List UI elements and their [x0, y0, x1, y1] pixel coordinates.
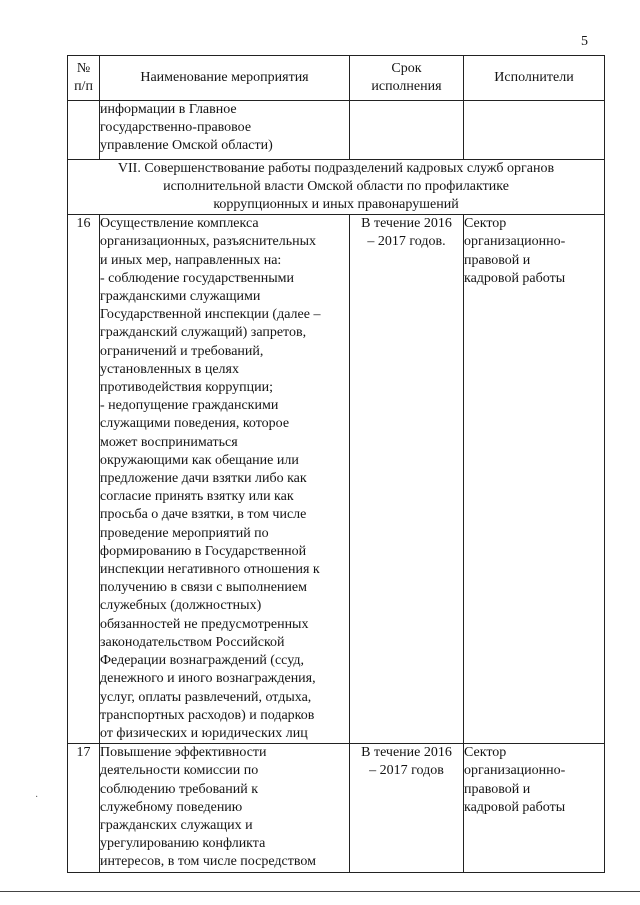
continued-activity-cell: информации в Главное государственно-правовое управление Омской области)	[100, 101, 350, 160]
text-line: правовой и	[464, 781, 531, 797]
margin-mark: ·	[35, 792, 39, 803]
text-line: законодательством Российской	[100, 634, 285, 650]
events-table	[67, 55, 605, 873]
text-line: услуг, оплаты развлечений, отдыха,	[100, 689, 312, 705]
header-activity-name: Наименование мероприятия	[100, 56, 350, 101]
text-line: просьба о даче взятки, в том числе	[100, 507, 307, 523]
text-line: противодействия коррупции;	[100, 380, 273, 396]
page-bottom-rule	[0, 891, 640, 892]
section-title: VII. Совершенствование работы подразделений кадровых служб органов исполнительной власти Омской области по профилактике коррупционных и иных правонарушений	[68, 159, 605, 215]
text-line: кадровой работы	[464, 270, 566, 286]
header-number: № п/п	[68, 56, 100, 101]
header-executors: Исполнители	[464, 56, 605, 101]
text-line: может восприниматься	[100, 434, 238, 450]
text-line: Государственной инспекции (далее –	[100, 307, 321, 323]
text-line: Сектор	[464, 745, 507, 761]
text-line: деятельности комиссии по	[100, 763, 259, 779]
text-line: предложение дачи взятки либо как	[100, 471, 307, 487]
text-line: Федерации вознаграждений (ссуд,	[100, 653, 304, 669]
continued-num-cell	[68, 101, 100, 160]
text-line: урегулированию конфликта	[100, 836, 266, 852]
row-executors	[464, 215, 605, 744]
text-line: правовой и	[464, 252, 531, 268]
text-line: Сектор	[464, 216, 507, 232]
text-line: Повышение эффективности	[100, 745, 267, 761]
row-term	[350, 215, 464, 744]
row-activity	[100, 215, 350, 744]
row-number: 16	[68, 215, 100, 744]
text-line: обязанностей не предусмотренных	[100, 616, 309, 632]
text-line: служебному поведению	[100, 799, 243, 815]
text-line: проведение мероприятий по	[100, 525, 269, 541]
text-line: получению в связи с выполнением	[100, 580, 307, 596]
text-line: гражданских служащих и	[100, 817, 253, 833]
text-line: формированию в Государственной	[100, 543, 307, 559]
text-line: служебных (должностных)	[100, 598, 262, 614]
row-executors	[464, 744, 605, 872]
table-header-row	[68, 56, 605, 101]
table-row	[68, 215, 605, 744]
table-row	[68, 744, 605, 872]
page-number: 5	[581, 34, 588, 49]
text-line: – 2017 годов.	[367, 234, 446, 250]
text-line: окружающими как обещание или	[100, 452, 299, 468]
header-term: Срок исполнения	[350, 56, 464, 101]
text-line: инспекции негативного отношения к	[100, 562, 320, 578]
text-line: Осуществление комплекса	[100, 216, 259, 232]
continued-term-cell	[350, 101, 464, 160]
text-line: - соблюдение государственными	[100, 270, 294, 286]
text-line: организационных, разъяснительных	[100, 234, 317, 250]
text-line: В течение 2016	[361, 745, 452, 761]
row-number: 17	[68, 744, 100, 872]
text-line: организационно-	[464, 763, 566, 779]
text-line: В течение 2016	[361, 216, 452, 232]
row-activity	[100, 744, 350, 872]
text-line: служащими поведения, которое	[100, 416, 290, 432]
text-line: – 2017 годов	[369, 763, 444, 779]
text-line: и иных мер, направленных на:	[100, 252, 282, 268]
text-line: кадровой работы	[464, 799, 566, 815]
text-line: ограничений и требований,	[100, 343, 264, 359]
text-line: гражданский служащий) запретов,	[100, 325, 307, 341]
continued-exec-cell	[464, 101, 605, 160]
text-line: соблюдению требований к	[100, 781, 259, 797]
text-line: - недопущение гражданскими	[100, 398, 279, 414]
section-heading-row	[68, 159, 605, 215]
text-line: интересов, в том числе посредством	[100, 854, 316, 870]
text-line: установленных в целях	[100, 361, 239, 377]
text-line: от физических и юридических лиц	[100, 725, 308, 741]
row-term	[350, 744, 464, 872]
continued-row	[68, 101, 605, 160]
text-line: денежного и иного вознаграждения,	[100, 671, 316, 687]
text-line: организационно-	[464, 234, 566, 250]
text-line: транспортных расходов) и подарков	[100, 707, 315, 723]
text-line: согласие принять взятку или как	[100, 489, 294, 505]
text-line: гражданскими служащими	[100, 289, 261, 305]
